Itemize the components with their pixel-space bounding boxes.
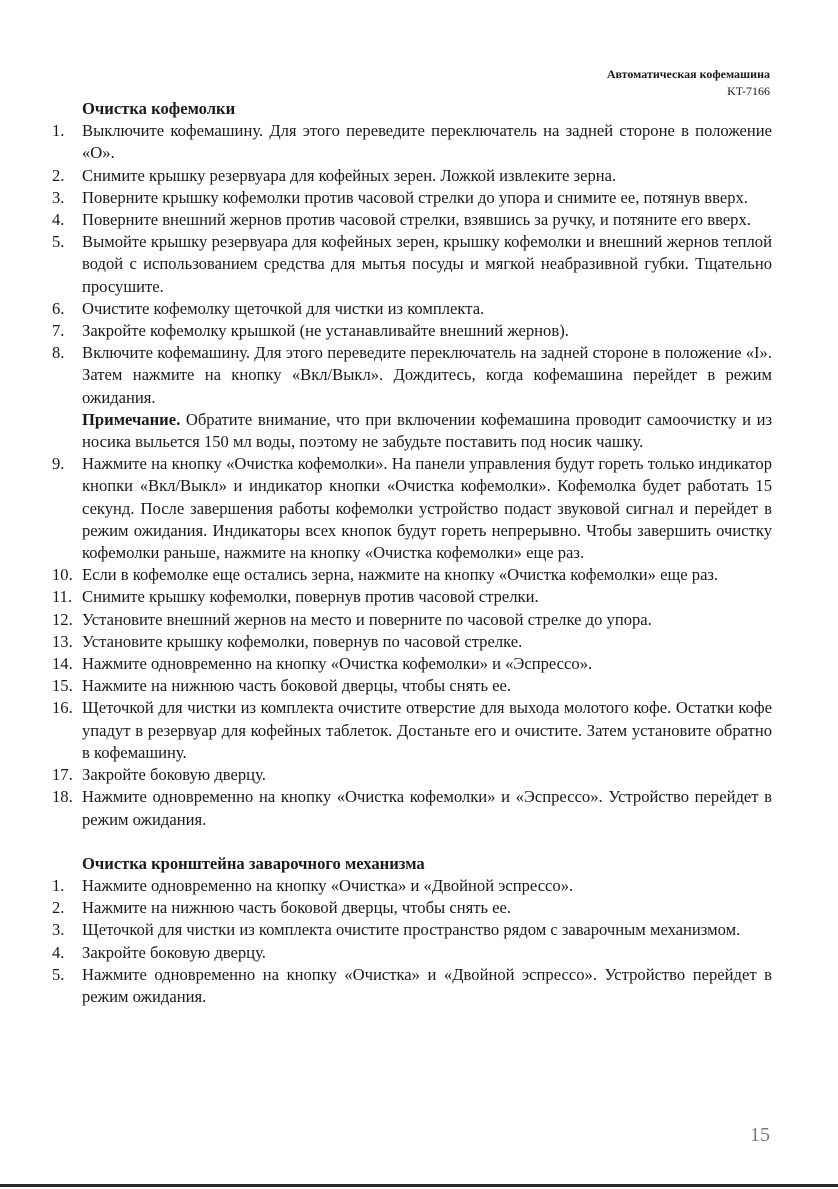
step-text: Если в кофемолке еще остались зерна, нажмите на кнопку «Очистка кофемолки» еще раз. xyxy=(82,565,719,585)
list-item xyxy=(52,653,772,675)
section-title-brew-unit-cleaning: Очистка кронштейна заварочного механизма xyxy=(82,853,425,873)
list-item xyxy=(52,231,772,298)
step-text: Щеточкой для чистки из комплекта очистите пространство рядом с заварочным механизмом. xyxy=(82,920,741,940)
step-text: Нажмите на кнопку «Очистка кофемолки». На панели управления будут гореть только индикатор кнопки «Вкл/Выкл» и индикатор кнопки «Очистка кофемолки». Кофемолка будет работать 15 секунд. После завершения работы кофемолки устройство подаст звуковой сигнал и перейдет в режим ожидания. Индикаторы всех кнопок будут гореть непрерывно. Чтобы завершить очистку кофемолки раньше, нажмите на кнопку «Очистка кофемолки» еще раз. xyxy=(82,454,772,563)
step-text: Закройте кофемолку крышкой (не устанавливайте внешний жернов). xyxy=(82,321,569,341)
step-number: 4. xyxy=(52,942,65,962)
step-text: Закройте боковую дверцу. xyxy=(82,942,266,962)
header-product-title: Автоматическая кофемашина xyxy=(606,67,770,81)
step-text: Выключите кофемашину. Для этого переведите переключатель на задней стороне в положение «O». xyxy=(82,121,772,163)
step-number: 7. xyxy=(52,321,65,341)
list-item xyxy=(52,675,772,697)
step-number: 3. xyxy=(52,920,65,940)
step-text: Нажмите одновременно на кнопку «Очистка кофемолки» и «Эспрессо». Устройство перейдет в режим ожидания. xyxy=(82,787,772,829)
list-item xyxy=(52,187,772,209)
list-item xyxy=(52,786,772,830)
step-text: Поверните крышку кофемолки против часовой стрелки до упора и снимите ее, потянув вверх. xyxy=(82,187,748,207)
list-item xyxy=(52,298,772,320)
list-item xyxy=(52,320,772,342)
step-number: 1. xyxy=(52,121,65,141)
step-number: 1. xyxy=(52,875,65,895)
step-text: Нажмите на нижнюю часть боковой дверцы, чтобы снять ее. xyxy=(82,676,512,696)
document-body xyxy=(52,98,772,1008)
step-text: Снимите крышку резервуара для кофейных зерен. Ложкой извлеките зерна. xyxy=(82,165,617,185)
list-item xyxy=(52,697,772,764)
list-item xyxy=(52,209,772,231)
step-text: Нажмите на нижнюю часть боковой дверцы, чтобы снять ее. xyxy=(82,898,512,918)
grinder-steps-list xyxy=(52,120,772,409)
step-text: Установите внешний жернов на место и поверните по часовой стрелке до упора. xyxy=(82,609,652,629)
page-bottom-divider xyxy=(0,1184,838,1187)
step-text: Нажмите одновременно на кнопку «Очистка» и «Двойной эспрессо». Устройство перейдет в режим ожидания. xyxy=(82,964,772,1006)
step-number: 12. xyxy=(52,609,73,629)
step-number: 5. xyxy=(52,964,65,984)
note-paragraph xyxy=(82,409,772,453)
step-number: 18. xyxy=(52,787,73,807)
header-model: KT-7166 xyxy=(727,84,770,98)
step-text: Включите кофемашину. Для этого переведите переключатель на задней стороне в положение «I». Затем нажмите на кнопку «Вкл/Выкл». Дождитесь, когда кофемашина перейдет в режим ожидания. xyxy=(82,343,772,407)
step-text: Закройте боковую дверцу. xyxy=(82,765,266,785)
step-number: 8. xyxy=(52,343,65,363)
step-text: Вымойте крышку резервуара для кофейных зерен, крышку кофемолки и внешний жернов теплой водой с использованием средства для мытья посуды и мягкой неабразивной губки. Тщательно просушите. xyxy=(82,232,772,296)
step-number: 13. xyxy=(52,631,73,651)
step-text: Нажмите одновременно на кнопку «Очистка» и «Двойной эспрессо». xyxy=(82,875,574,895)
list-item xyxy=(52,875,772,897)
step-number: 5. xyxy=(52,232,65,252)
note-label: Примечание. xyxy=(82,409,181,429)
step-text: Очистите кофемолку щеточкой для чистки из комплекта. xyxy=(82,298,485,318)
step-text: Щеточкой для чистки из комплекта очистите отверстие для выхода молотого кофе. Остатки кофе упадут в резервуар для кофейных таблеток. Достаньте его и очистите. Затем установите обратно в кофемашину. xyxy=(82,698,772,762)
page-header xyxy=(607,66,770,100)
list-item xyxy=(52,609,772,631)
step-number: 11. xyxy=(52,587,73,607)
step-number: 17. xyxy=(52,765,73,785)
list-item xyxy=(52,165,772,187)
step-text: Установите крышку кофемолки, повернув по часовой стрелке. xyxy=(82,631,523,651)
step-number: 6. xyxy=(52,298,65,318)
step-number: 9. xyxy=(52,454,65,474)
step-number: 15. xyxy=(52,676,73,696)
page-number: 15 xyxy=(750,1124,770,1146)
list-item xyxy=(52,964,772,1008)
step-text: Снимите крышку кофемолки, повернув против часовой стрелки. xyxy=(82,587,539,607)
list-item xyxy=(52,919,772,941)
step-number: 2. xyxy=(52,165,65,185)
step-text: Поверните внешний жернов против часовой стрелки, взявшись за ручку, и потяните его вверх. xyxy=(82,210,751,230)
note-text: Обратите внимание, что при включении кофемашина проводит самоочистку и из носика выльется 150 мл воды, поэтому не забудьте поставить под носик чашку. xyxy=(82,409,772,452)
step-number: 16. xyxy=(52,698,73,718)
list-item xyxy=(52,897,772,919)
list-item xyxy=(52,631,772,653)
step-number: 4. xyxy=(52,210,65,230)
brew-unit-steps-list xyxy=(52,875,772,1008)
list-item xyxy=(52,453,772,564)
grinder-steps-list-continued xyxy=(52,453,772,830)
list-item xyxy=(52,342,772,409)
step-number: 3. xyxy=(52,187,65,207)
step-text: Нажмите одновременно на кнопку «Очистка кофемолки» и «Эспрессо». xyxy=(82,654,593,674)
section-gap xyxy=(52,831,772,853)
list-item xyxy=(52,564,772,586)
step-number: 14. xyxy=(52,654,73,674)
section-title-grinder-cleaning: Очистка кофемолки xyxy=(82,99,236,118)
list-item xyxy=(52,120,772,164)
list-item xyxy=(52,764,772,786)
step-number: 10. xyxy=(52,565,73,585)
list-item xyxy=(52,942,772,964)
list-item xyxy=(52,586,772,608)
step-number: 2. xyxy=(52,898,65,918)
